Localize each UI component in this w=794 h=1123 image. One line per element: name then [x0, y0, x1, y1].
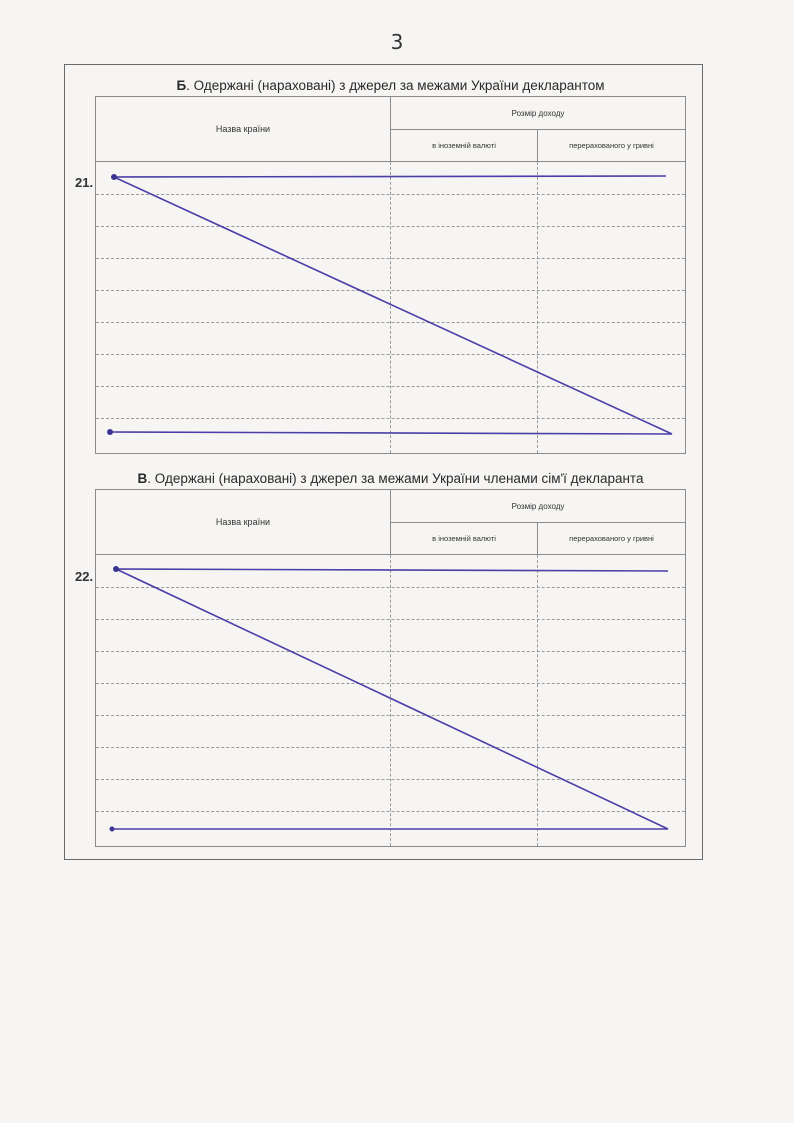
header-country-name: Назва країни	[96, 490, 391, 555]
header-converted-uah: перерахованого у гривні	[538, 523, 685, 555]
table-row[interactable]	[96, 322, 685, 355]
table-row[interactable]	[96, 587, 685, 620]
table-row[interactable]	[96, 555, 685, 588]
table-row[interactable]	[96, 162, 685, 195]
table-row[interactable]	[96, 418, 685, 450]
section-v	[95, 469, 686, 847]
table-row[interactable]	[96, 290, 685, 323]
form-frame	[64, 64, 703, 860]
table-row[interactable]	[96, 683, 685, 716]
table-row[interactable]	[96, 811, 685, 843]
table-row[interactable]	[96, 194, 685, 227]
table-body	[96, 555, 685, 846]
section-v-title-text: . Одержані (нараховані) з джерел за межами України членами сім'ї декларанта	[147, 471, 644, 486]
table-row[interactable]	[96, 226, 685, 259]
income-table-declarant	[95, 96, 686, 454]
table-row[interactable]	[96, 651, 685, 684]
header-country-name: Назва країни	[96, 97, 391, 162]
header-foreign-currency: в іноземній валюті	[391, 130, 538, 162]
section-b-title	[95, 76, 686, 96]
header-income-size: Розмір доходу	[391, 490, 685, 523]
row-number-21: 21.	[75, 175, 94, 190]
table-row[interactable]	[96, 354, 685, 387]
table-row[interactable]	[96, 747, 685, 780]
section-v-letter: В	[137, 471, 148, 486]
section-v-title	[95, 469, 686, 489]
table-row[interactable]	[96, 386, 685, 419]
page-number: 3	[390, 30, 404, 54]
header-income-size: Розмір доходу	[391, 97, 685, 130]
income-table-family	[95, 489, 686, 847]
table-row[interactable]	[96, 258, 685, 291]
table-body	[96, 162, 685, 453]
table-row[interactable]	[96, 715, 685, 748]
row-number-22: 22.	[75, 569, 94, 584]
header-converted-uah: перерахованого у гривні	[538, 130, 685, 162]
table-row[interactable]	[96, 779, 685, 812]
section-b-letter: Б	[176, 78, 187, 93]
section-b	[95, 76, 686, 454]
header-foreign-currency: в іноземній валюті	[391, 523, 538, 555]
section-b-title-text: . Одержані (нараховані) з джерел за межами України декларантом	[186, 78, 605, 93]
table-row[interactable]	[96, 619, 685, 652]
